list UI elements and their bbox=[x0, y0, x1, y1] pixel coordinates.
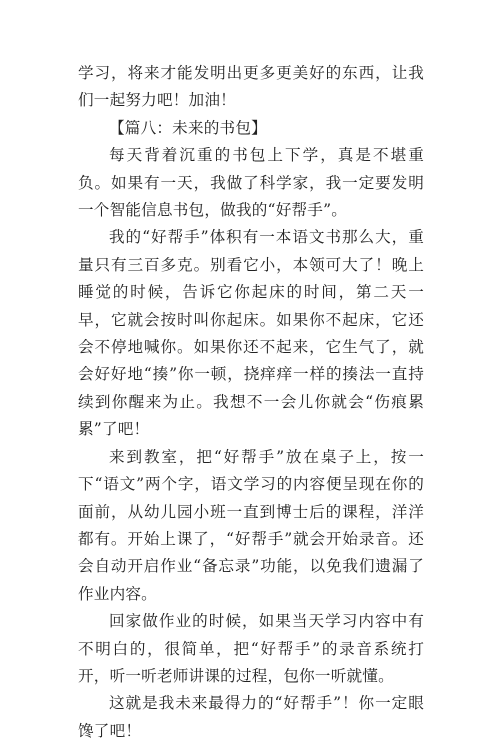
essay-text bbox=[78, 60, 424, 745]
paragraph: 我的“好帮手”体积有一本语文书那么大，重量只有三百多克。别看它小，本领可大了！晚上睡觉的时候，告诉它你起床的时间，第二天一早，它就会按时叫你起床。如果你不起床，它还会不停地喊你。如果你还不起来，它生气了，就会好好地“揍”你一顿，挠痒痒一样的揍法一直持续到你醒来为止。我想不一会儿你就会“伤痕累累”了吧！ bbox=[78, 228, 424, 439]
section-heading: 【篇八：未来的书包】 bbox=[109, 118, 267, 137]
paragraph-continuation: 学习，将来才能发明出更多更美好的东西，让我们一起努力吧！加油！ bbox=[78, 64, 424, 110]
paragraph: 每天背着沉重的书包上下学，真是不堪重负。如果有一天，我做了科学家，我一定要发明一个智能信息书包，做我的“好帮手”。 bbox=[78, 146, 424, 220]
paragraph: 回家做作业的时候，如果当天学习内容中有不明白的，很简单，把“好帮手”的录音系统打开，听一听老师讲课的过程，包你一听就懂。 bbox=[78, 612, 424, 685]
paragraph: 这就是我未来最得力的“好帮手”！你一定眼馋了吧！ bbox=[78, 694, 424, 740]
paragraph: 来到教室，把“好帮手”放在桌子上，按一下“语文”两个字，语文学习的内容便呈现在你的面前，从幼儿园小班一直到博士后的课程，洋洋都有。开始上课了，“好帮手”就会开始录音。还会自动开启作业“备忘录”功能，以免我们遗漏了作业内容。 bbox=[78, 447, 424, 603]
